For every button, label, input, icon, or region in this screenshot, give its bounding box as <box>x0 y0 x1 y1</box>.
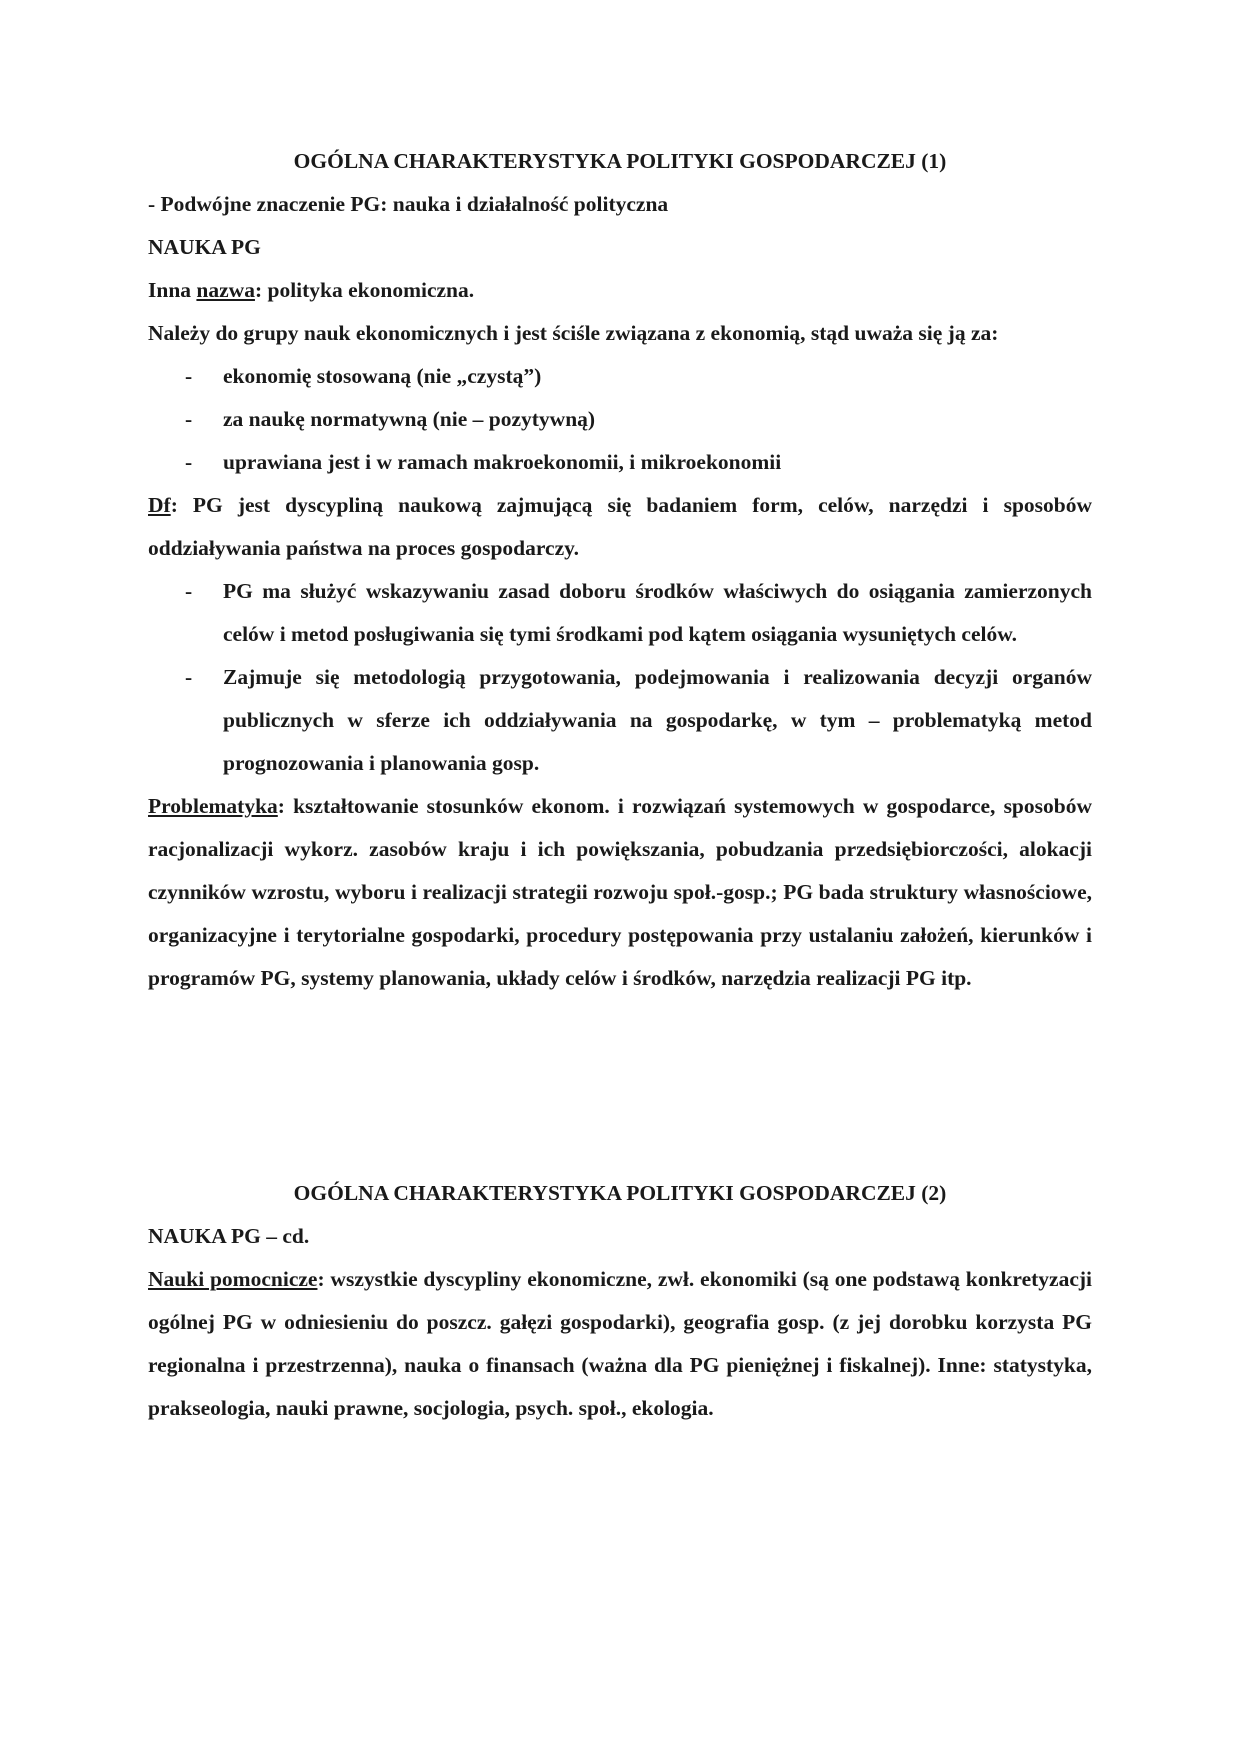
auxiliary-sciences-label: Nauki pomocnicze <box>148 1267 318 1291</box>
other-name-text: : polityka ekonomiczna. <box>254 278 475 302</box>
section-2-title: OGÓLNA CHARAKTERYSTYKA POLITYKI GOSPODARCZEJ (2) <box>293 1181 947 1205</box>
characteristics-list <box>148 355 1092 484</box>
auxiliary-sciences-paragraph <box>148 1258 1092 1430</box>
list-item-text: Zajmuje się metodologią przygotowania, podejmowania i realizowania decyzji organów publicznych w sferze ich oddziaływania na gospodarkę, w tym – problematyką metod prognozowania i planowania gosp. <box>223 665 1092 775</box>
list-item <box>148 570 1092 656</box>
double-meaning-line: - Podwójne znaczenie PG: nauka i działalność polityczna <box>148 192 669 216</box>
list-dash: - <box>185 665 193 689</box>
list-item-text: ekonomię stosowaną (nie „czystą”) <box>223 364 542 388</box>
section-1-title: OGÓLNA CHARAKTERYSTYKA POLITYKI GOSPODARCZEJ (1) <box>293 149 947 173</box>
list-dash: - <box>185 407 193 431</box>
list-item-text: za naukę normatywną (nie – pozytywną) <box>223 407 596 431</box>
list-dash: - <box>185 450 193 474</box>
definition-label: Df <box>148 493 171 517</box>
belongs-paragraph: Należy do grupy nauk ekonomicznych i jest ściśle związana z ekonomią, stąd uważa się ją za: <box>148 321 999 345</box>
list-item <box>148 355 1092 398</box>
list-item <box>148 398 1092 441</box>
other-name-paragraph <box>148 269 1092 312</box>
list-item <box>148 441 1092 484</box>
other-name-prefix: Inna <box>148 278 197 302</box>
section-spacer <box>148 1000 1092 1172</box>
section-1-heading: NAUKA PG <box>148 235 261 259</box>
problems-paragraph <box>148 785 1092 1000</box>
definition-paragraph <box>148 484 1092 570</box>
list-item-text: uprawiana jest i w ramach makroekonomii, i mikroekonomii <box>223 450 782 474</box>
section-2-heading: NAUKA PG – cd. <box>148 1224 310 1248</box>
list-item-text: PG ma służyć wskazywaniu zasad doboru środków właściwych do osiągania zamierzonych celów i metod posługiwania się tymi środkami pod kątem osiągania wysuniętych celów. <box>223 579 1092 646</box>
other-name-label: nazwa <box>196 278 255 302</box>
auxiliary-sciences-text: : wszystkie dyscypliny ekonomiczne, zwł. ekonomiki (są one podstawą konkretyzacji ogólnej PG w odniesieniu do poszcz. gałęzi gospodarki), geografia gosp. (z jej dorobku korzysta PG regionalna i przestrzenna), nauka o finansach (ważna dla PG pieniężnej i fiskalnej). Inne: statystyka, prakseologia, nauki prawne, socjologia, psych. społ., ekologia. <box>148 1267 1092 1420</box>
purpose-list <box>148 570 1092 785</box>
definition-text: : PG jest dyscypliną naukową zajmującą się badaniem form, celów, narzędzi i sposobów oddziaływania państwa na proces gospodarczy. <box>148 493 1092 560</box>
problems-label: Problematyka <box>148 794 278 818</box>
list-dash: - <box>185 364 193 388</box>
list-item <box>148 656 1092 785</box>
problems-text: : kształtowanie stosunków ekonom. i rozwiązań systemowych w gospodarce, sposobów racjonalizacji wykorz. zasobów kraju i ich powiększania, pobudzania przedsiębiorczości, alokacji czynników wzrostu, wyboru i realizacji strategii rozwoju społ.-gosp.; PG bada struktury własnościowe, organizacyjne i terytorialne gospodarki, procedury postępowania przy ustalaniu założeń, kierunków i programów PG, systemy planowania, układy celów i środków, narzędzia realizacji PG itp. <box>148 794 1092 990</box>
document-page <box>148 140 1092 1430</box>
list-dash: - <box>185 579 193 603</box>
